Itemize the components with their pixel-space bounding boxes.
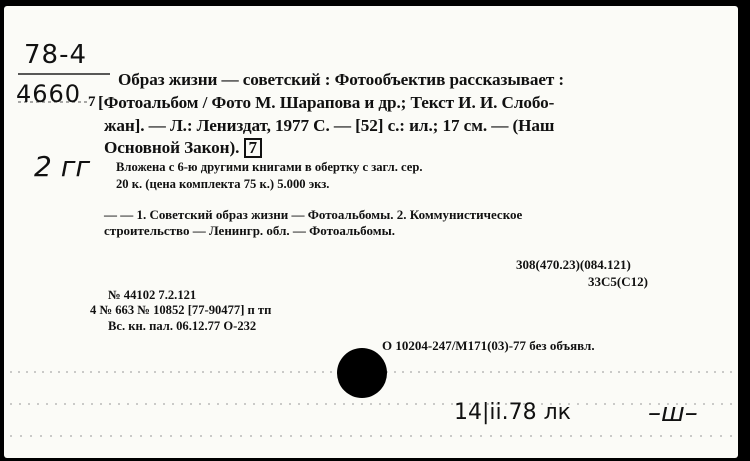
publisher-code: О 10204-247/М171(03)-77 без объявл. xyxy=(382,338,595,353)
notes-line1: Вложена с 6-ю другими книгами в обертку с загл. сер. xyxy=(116,160,423,174)
call-number-line1: 78-4 xyxy=(24,40,88,70)
subjects-line2: строительство — Ленингр. обл. — Фотоальбомы. xyxy=(104,223,395,238)
title-line1: Образ жизни — советский : Фотообъектив рассказывает : xyxy=(118,70,565,89)
notes-line2: 20 к. (цена комплекта 75 к.) 5.000 экз. xyxy=(116,177,330,191)
handwritten-note: 2 гг xyxy=(34,150,91,183)
subjects-line1: — — 1. Советский образ жизни — Фотоальбомы. 2. Коммунистическое xyxy=(104,207,523,222)
udc-index: 308(470.23)(084.121) xyxy=(516,257,631,272)
title-line4 xyxy=(104,138,262,158)
tech-line3: Вс. кн. пал. 06.12.77 О-232 xyxy=(108,319,257,333)
call-number-line2: 4660 xyxy=(16,80,82,108)
tech-line1: № 44102 7.2.121 xyxy=(108,288,197,302)
title-line3: жан]. — Л.: Лениздат, 1977 С. — [52] с.: ил.; 17 см. — (Наш xyxy=(104,116,555,135)
title-line2-prefix: 7 xyxy=(88,94,96,110)
title-line2: [Фотоальбом / Фото М. Шарапова и др.; Текст И. И. Слобо- xyxy=(98,93,555,112)
tech-line2: 4 № 663 № 10852 [77-90477] п тп xyxy=(90,303,272,317)
signature: –ш– xyxy=(648,398,698,428)
title-line4-boxed-number: 7 xyxy=(244,138,263,158)
bottom-note: 14|ii.78 лк xyxy=(454,400,571,425)
punch-hole xyxy=(337,348,387,398)
bbk-index: 33С5(С12) xyxy=(588,274,648,289)
title-line4-text: Основной Закон). xyxy=(104,138,240,157)
